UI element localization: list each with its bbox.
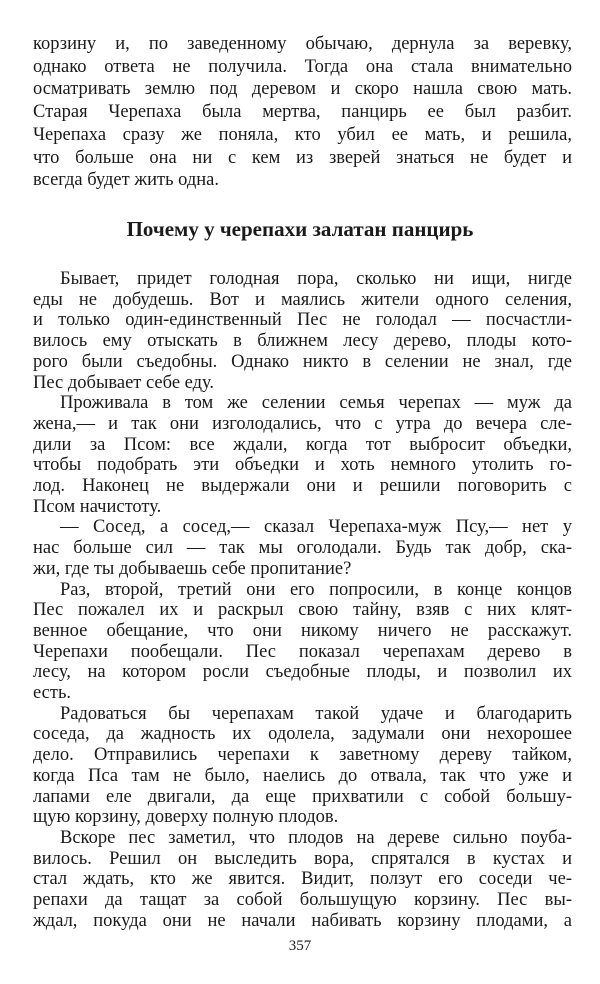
- text-line: Вскоре пес заметил, что плодов на дереве сильно поуба-: [60, 827, 572, 848]
- text-line: всегда будет жить одна.: [33, 170, 220, 191]
- story-text: [33, 269, 572, 932]
- text-line: — Сосед, а сосед,— сказал Черепаха-муж Псу,— нет у: [60, 517, 572, 538]
- text-line: соседа, да жадность их одолела, задумали они нехорошее: [33, 724, 572, 745]
- text-line: Пес пожалел их и раскрыл свою тайну, взяв с них клят-: [33, 600, 572, 621]
- text-line: щую корзину, доверху полную плодов.: [33, 807, 339, 828]
- text-line: Старая Черепаха была мертва, панцирь ее был разбит.: [33, 102, 572, 123]
- text-line: еды не добудешь. Вот и маялись жители одного селения,: [33, 289, 572, 310]
- text-line: Псом начистоту.: [33, 496, 162, 517]
- text-line: Раз, второй, третий они его попросили, в конце концов: [60, 579, 572, 600]
- page-number: 357: [288, 938, 312, 954]
- text-line: и только один-единственный Пес не голодал — посчастли-: [33, 310, 572, 331]
- text-line: ждал, покуда они не начали набивать корзину плодами, а: [33, 910, 572, 931]
- text-line: репахи да тащат за собой большущую корзину. Пес вы-: [33, 890, 572, 911]
- text-line: вилось. Решил он выследить вора, спрятался в кустах и: [33, 848, 572, 869]
- text-line: лапами еле двигали, да еще прихватили с собой большу-: [33, 786, 572, 807]
- text-line: корзину и, по заведенному обычаю, дернула за веревку,: [33, 34, 572, 54]
- text-line: осматривать землю под деревом и скоро нашла свою мать.: [33, 79, 572, 100]
- text-line: жена,— и так они изголодались, что с утра до вечера сле-: [33, 413, 572, 434]
- text-line: венное обещание, что они никому ничего не расскажут.: [33, 620, 572, 641]
- text-line: Бывает, придет голодная пора, сколько ни ищи, нигде: [60, 269, 572, 289]
- text-line: вилось ему отыскать в ближнем лесу дерево, плоды кото-: [33, 331, 572, 352]
- text-line: Черепахи пообещали. Пес показал черепахам дерево в: [33, 641, 572, 662]
- text-line: рого были съедобны. Однако никто в селении не знал, где: [33, 351, 572, 372]
- text-line: дили за Псом: все ждали, когда тот выбросит объедки,: [33, 434, 572, 455]
- text-line: жи, где ты добываешь себе пропитание?: [33, 558, 352, 579]
- text-line: нас больше сил — так мы оголодали. Будь так добр, ска-: [33, 538, 572, 559]
- story-title: Почему у черепахи залатан панцирь: [126, 217, 474, 241]
- text-line: Черепаха сразу же поняла, кто убил ее мать, и решила,: [33, 124, 572, 145]
- text-line: что больше она ни с кем из зверей знаться не будет и: [33, 147, 572, 168]
- text-line: однако ответа не получила. Тогда она стала внимательно: [33, 56, 572, 77]
- continued-text: [33, 33, 572, 192]
- text-line: стал ждать, кто же явится. Видит, ползут его соседи че-: [33, 869, 572, 890]
- text-line: Радоваться бы черепахам такой удаче и благодарить: [60, 703, 572, 724]
- text-line: чтобы подобрать эти объедки и хоть немного утолить го-: [33, 455, 572, 476]
- text-line: дело. Отправились черепахи к заветному дереву тайком,: [33, 745, 572, 766]
- text-line: есть.: [33, 683, 72, 704]
- text-line: Проживала в том же селении семья черепах — муж да: [60, 393, 572, 414]
- text-line: лод. Наконец не выдержали они и решили поговорить с: [33, 476, 572, 497]
- text-line: Пес добывает себе еду.: [33, 372, 215, 393]
- text-line: когда Пса там не было, наелись до отвала, так что уже и: [33, 765, 572, 786]
- text-line: лесу, на котором росли съедобные плоды, и позволил их: [33, 662, 572, 683]
